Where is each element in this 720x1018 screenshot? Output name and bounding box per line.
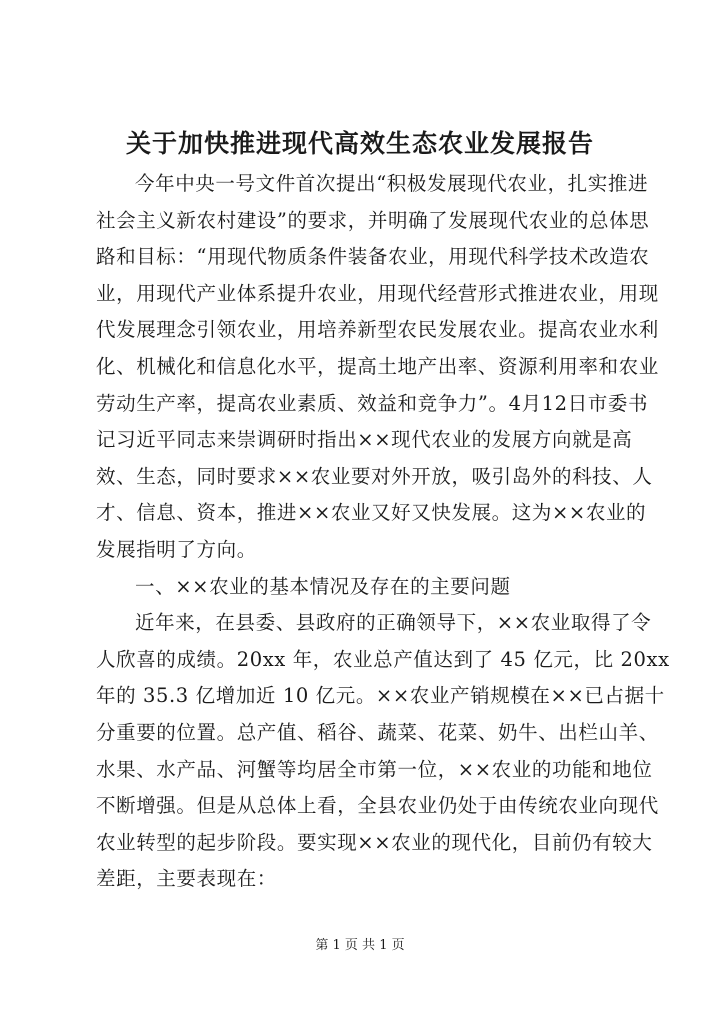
page-number-footer: 第 1 页 共 1 页 [315, 938, 405, 953]
paragraph-line: 水果、水产品、河蟹等均居全市第一位，××农业的功能和地位 [96, 757, 653, 781]
document-title: 关于加快推进现代高效生态农业发展报告 [125, 129, 594, 158]
paragraph-line: 记习近平同志来崇调研时指出××现代农业的发展方向就是高 [96, 428, 633, 452]
section-heading: 一、××农业的基本情况及存在的主要问题 [135, 574, 511, 598]
paragraph-line: 业，用现代产业体系提升农业，用现代经营形式推进农业，用现 [96, 281, 659, 305]
paragraph-line: 效、生态，同时要求××农业要对外开放，吸引岛外的科技、人 [96, 464, 653, 488]
paragraph-line: 近年来，在县委、县政府的正确领导下，××农业取得了令 [135, 611, 652, 635]
paragraph-line: 分重要的位置。总产值、稻谷、蔬菜、花菜、奶牛、出栏山羊、 [96, 720, 659, 744]
paragraph-line: 化、机械化和信息化水平，提高土地产出率、资源利用率和农业 [96, 354, 659, 378]
paragraph-line: 路和目标：“用现代物质条件装备农业，用现代科学技术改造农 [96, 245, 650, 269]
paragraph-line: 才、信息、资本，推进××农业又好又快发展。这为××农业的 [96, 501, 647, 525]
paragraph-line: 发展指明了方向。 [96, 537, 257, 561]
paragraph-line: 社会主义新农村建设”的要求，并明确了发展现代农业的总体思 [96, 208, 650, 232]
paragraph-line: 劳动生产率，提高农业素质、效益和竞争力”。4月12日市委书 [96, 391, 649, 415]
paragraph-line: 年的 35.3 亿增加近 10 亿元。××农业产销规模在××已占据十 [96, 684, 665, 708]
paragraph-line: 今年中央一号文件首次提出“积极发展现代农业，扎实推进 [135, 172, 649, 195]
paragraph-line: 不断增强。但是从总体上看，全县农业仍处于由传统农业向现代 [96, 794, 659, 818]
document-body [96, 166, 670, 898]
paragraph-line: 人欣喜的成绩。20xx 年，农业总产值达到了 45 亿元，比 20xx [96, 647, 670, 671]
paragraph-line: 差距，主要表现在： [96, 867, 277, 891]
paragraph-line: 农业转型的起步阶段。要实现××农业的现代化，目前仍有较大 [96, 830, 653, 854]
paragraph-line: 代发展理念引领农业，用培养新型农民发展农业。提高农业水利 [96, 318, 659, 342]
